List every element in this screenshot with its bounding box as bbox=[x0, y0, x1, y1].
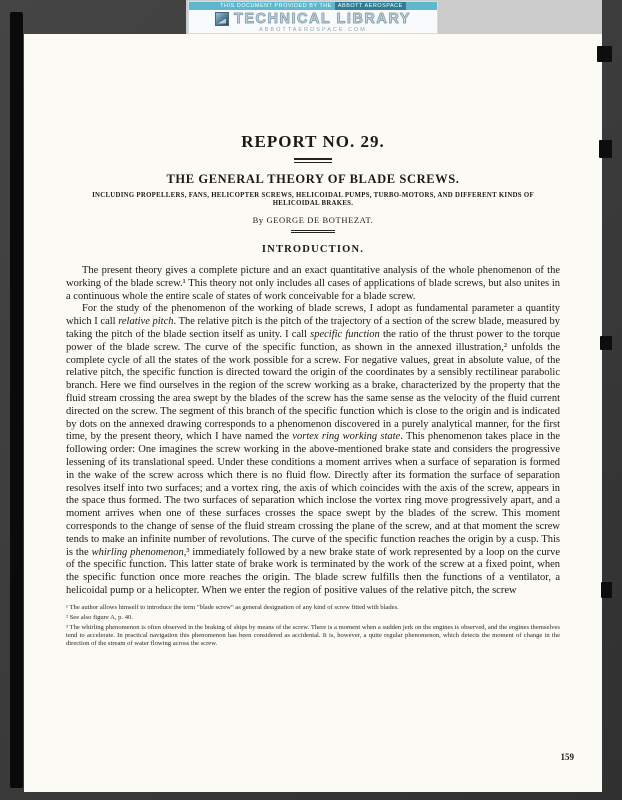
scan-artifact bbox=[599, 140, 612, 158]
scan-artifact-left-bar bbox=[10, 12, 23, 788]
page-number: 159 bbox=[560, 752, 574, 762]
document-page bbox=[24, 34, 602, 792]
footnote: ¹ The author allows himself to introduce the term "blade screw" as general designation of any kind of screw fitted with blades. bbox=[66, 603, 399, 611]
footnote: ² See also figure A, p. 40. bbox=[66, 613, 133, 621]
ornament-rule bbox=[294, 158, 332, 163]
document-title: THE GENERAL THEORY OF BLADE SCREWS. bbox=[166, 172, 460, 186]
author-byline: By GEORGE DE BOTHEZAT. bbox=[252, 215, 374, 225]
document-subtitle: INCLUDING PROPELLERS, FANS, HELICOPTER SCREWS, HELICOIDAL PUMPS, TURBO-MOTORS, AND DIFFERENT KINDS OF HELICOIDAL BRAKES. bbox=[92, 192, 534, 207]
body-paragraph: The present theory gives a complete picture and an exact quantitative analysis of the whole phenomenon of the working of the blade screw.¹ This theory not only includes all cases of applications of blade screws, but also unites in a continuous whole the entire scale of states of work conceivable for a blade screw. bbox=[66, 265, 560, 302]
library-watermark-banner bbox=[188, 1, 438, 34]
section-heading-introduction: INTRODUCTION. bbox=[261, 244, 365, 255]
provided-by-strip bbox=[189, 2, 437, 10]
banner-title: TECHNICAL LIBRARY bbox=[234, 10, 411, 27]
ornament-rule bbox=[291, 230, 335, 233]
report-number: REPORT NO. 29. bbox=[241, 132, 385, 151]
abbott-aerospace-logo-icon bbox=[215, 12, 229, 26]
provided-by-highlight: ABBOTT AEROSPACE bbox=[335, 2, 406, 10]
footnote: ³ The whirling phenomenon is often observed in the braking of ships by means of the screw. There is a moment when a sudden jerk on the engines is observed, and the engines themselves tend to accelerate. In practical navigation this phenomenon has been considered as accidental. It is, however, a quite regular phenomenon, which detects the moment of change in the direction of the stream of water flowing across the screw. bbox=[66, 623, 560, 647]
scan-artifact bbox=[597, 46, 612, 62]
scan-artifact bbox=[601, 582, 612, 598]
banner-title-row bbox=[189, 10, 437, 27]
body-text bbox=[66, 265, 560, 598]
body-paragraph: For the study of the phenomenon of the working of blade screws, I adopt as fundamental parameter a quantity which I call relative pitch. The relative pitch is the pitch of the trajectory of a section of the screw blade, measured by taking the pitch of the blade section itself as unity. I call specific function the ratio of the thrust power to the torque power of the blade screw. The curve of the specific function, as shown in the annexed illustration,² unfolds the complete cycle of all the states of the work possible for a screw. For negative values, great in absolute value, of the relative pitch, the specific function is directed toward the origin of the coordinates by a sensibly rectilinear parabolic branch. Here we find ourselves in the region of the screw working as a brake, characterized by the property that the fluid stream crossing the area swept by the blades of the screw has the same sense as the velocity of the fluid current directed on the screw. The segment of this branch of the specific function which is close to the origin and is indicated by dots on the annexed drawing corresponds to a phenomenon discovered in a purely analytical manner, for the first time, by the present theory, which I have named the vortex ring working state. This phenomenon takes place in the following order: One imagines the screw working in the above-mentioned brake state and considers the progressive lessening of its translational speed. Under these conditions a moment arrives when a surface of separation is formed in the wake of the screw across which there is no fluid flow. Directly after its formation the surface of separation resolves itself into two surfaces; and a vortex ring, the axis of which coincides with the axis of the screw, appears in the space thus formed. The two surfaces of separation which inclose the vortex ring move progressively apart, and a moment arrives when one of these surfaces crosses the space swept by the blades of the screw. This moment corresponds to the change of sense of the fluid stream crossing the plane of the screw, and at that moment the screw tends to make an infinite number of revolutions. The curve of the specific function reaches the origin by a cusp. This is the whirling phenomenon,³ immediately followed by a new brake state of work represented by a loop on the curve of the specific function. This latter state of brake work is terminated by the work of the screw at a fixed point, when the specific function once more reaches the origin. The blade screw fulfills then the functions of a ventilator, a helicoidal pump or a helicopter. When we enter the region of positive values of the relative pitch, the screw bbox=[66, 303, 560, 596]
scan-artifact bbox=[600, 336, 612, 350]
provided-by-text: THIS DOCUMENT PROVIDED BY THE bbox=[220, 3, 332, 9]
banner-url: ABBOTTAEROSPACE.COM bbox=[259, 27, 367, 33]
footnotes bbox=[66, 604, 560, 648]
